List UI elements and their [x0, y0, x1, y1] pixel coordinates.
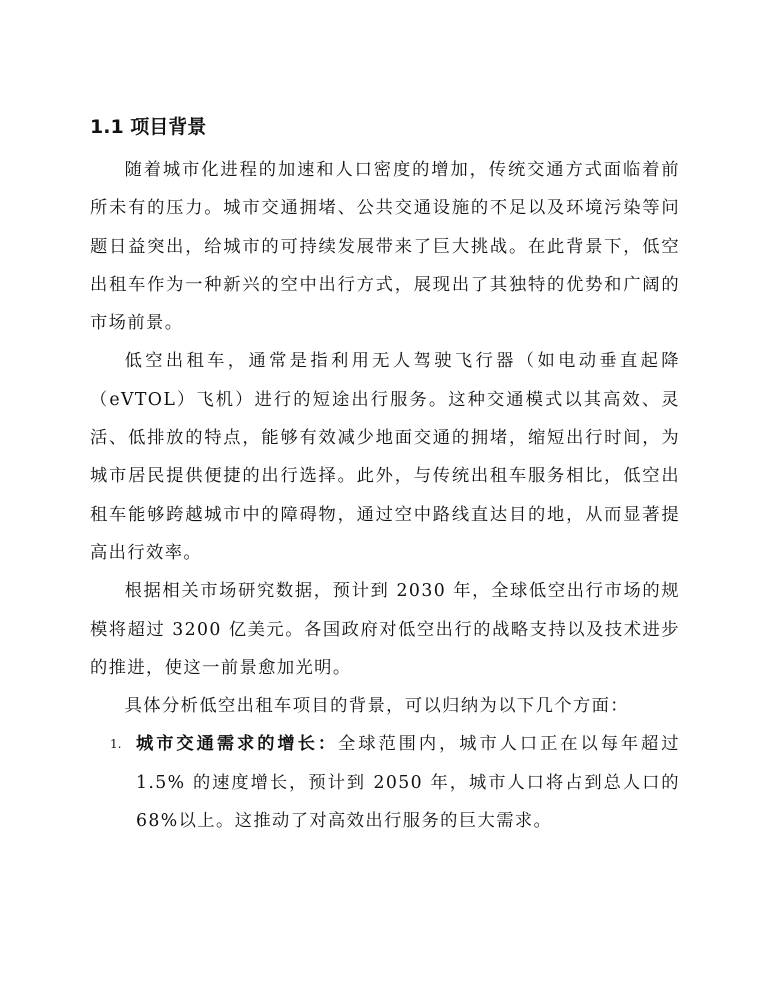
list-item [90, 725, 680, 840]
paragraph-low-altitude-taxi-definition: 低空出租车，通常是指利用无人驾驶飞行器（如电动垂直起降（eVTOL）飞机）进行的短途出行服务。这种交通模式以其高效、灵活、低排放的特点，能够有效减少地面交通的拥堵，缩短出行时间，为城市居民提供便捷的出行选择。此外，与传统出租车服务相比，低空出租车能够跨越城市中的障碍物，通过空中路线直达目的地，从而显著提高出行效率。 [90, 351, 680, 563]
paragraph-background-intro: 具体分析低空出租车项目的背景，可以归纳为以下几个方面： [124, 696, 629, 717]
section-heading [90, 113, 206, 141]
list-item-text: 全球范围内，城市人口正在以每年超过 1.5% 的速度增长，预计到 2050 年，城市人口将占到总人口的 68%以上。这推动了对高效出行服务的巨大需求。 [136, 734, 680, 832]
section-number: 1.1 [90, 116, 124, 138]
section-title: 项目背景 [130, 116, 207, 138]
list-item-term: 城市交通需求的增长： [136, 734, 339, 755]
background-factors-list [90, 725, 680, 840]
list-item-number: 1. [110, 737, 122, 752]
section-body [90, 151, 680, 840]
paragraph-urbanization-pressure: 随着城市化进程的加速和人口密度的增加，传统交通方式面临着前所未有的压力。城市交通拥堵、公共交通设施的不足以及环境污染等问题日益突出，给城市的可持续发展带来了巨大挑战。在此背景下，低空出租车作为一种新兴的空中出行方式，展现出了其独特的优势和广阔的市场前景。 [90, 160, 680, 334]
paragraph-market-forecast: 根据相关市场研究数据，预计到 2030 年，全球低空出行市场的规模将超过 3200 亿美元。各国政府对低空出行的战略支持以及技术进步的推进，使这一前景愈加光明。 [90, 581, 680, 678]
